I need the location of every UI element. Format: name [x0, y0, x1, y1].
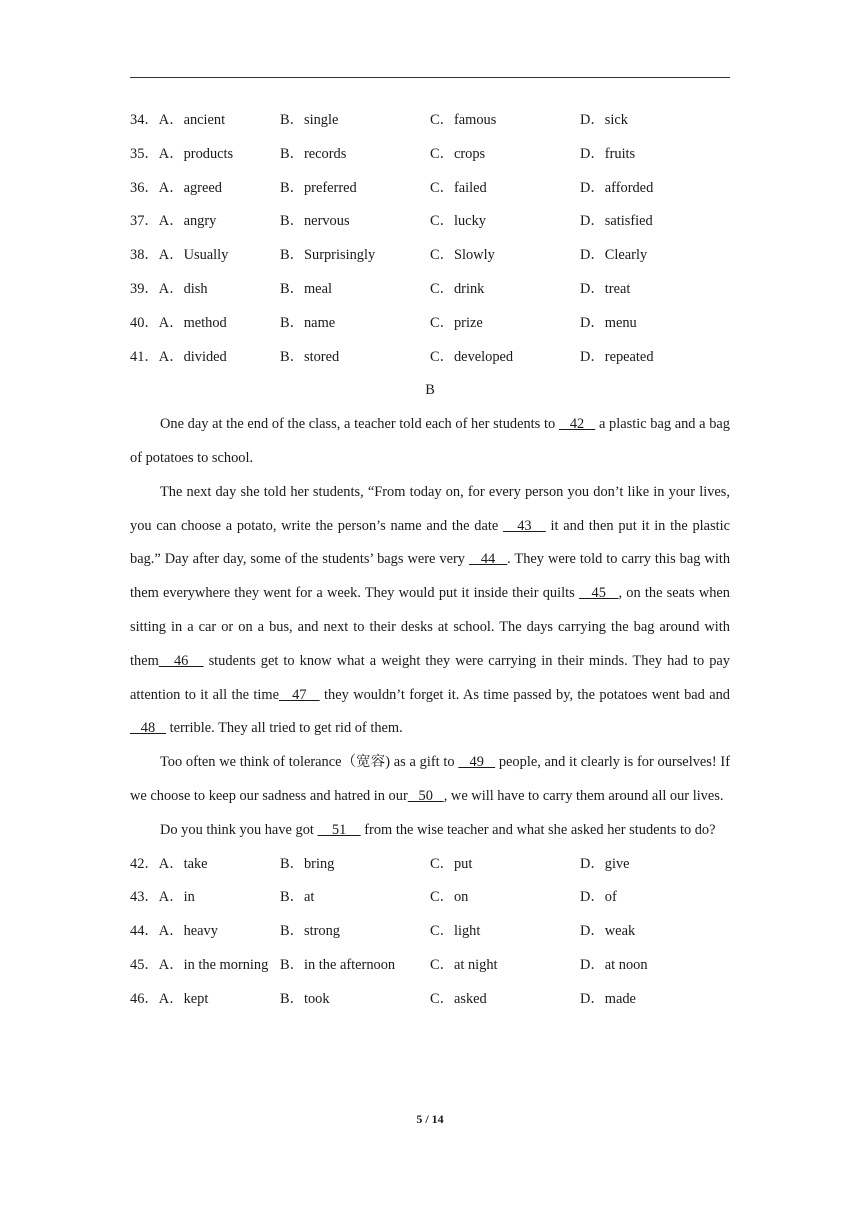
- answer-blank: 51: [317, 821, 361, 838]
- option-a: A．divided: [158, 348, 227, 365]
- question-options-row: [130, 341, 730, 375]
- question-number: 40．: [130, 314, 159, 331]
- option-c: C．on: [430, 889, 469, 906]
- question-number: 37．: [130, 213, 159, 230]
- passage-paragraph-2: [130, 476, 730, 746]
- option-a: A．kept: [158, 990, 209, 1007]
- question-number: 45．: [130, 956, 159, 973]
- question-number-and-option-a: [130, 307, 227, 341]
- question-number: 38．: [130, 247, 159, 264]
- question-number: 42．: [130, 855, 159, 872]
- option-d: D．at noon: [580, 956, 648, 973]
- option-d: D．menu: [580, 314, 637, 331]
- question-options-row: [130, 307, 730, 341]
- option-d: D．made: [580, 990, 636, 1007]
- answer-blank: 45: [578, 585, 619, 602]
- option-a: A．in: [158, 889, 195, 906]
- passage-paragraph-3: [130, 746, 730, 814]
- option-c: C．lucky: [430, 213, 486, 230]
- passage-text: Too often we think of tolerance（宽容) as a gift to: [160, 754, 459, 771]
- passage-text: terrible. They all tried to get rid of them.: [165, 720, 403, 737]
- passage-text: from the wise teacher and what she asked her students to do?: [360, 821, 716, 838]
- passage-text: The next day she told her students, “From today on, for every person you don’t like in your lives, you can choose a potato, write the person’s name and the date: [130, 483, 730, 534]
- option-c: C．light: [430, 923, 481, 940]
- option-d: D．weak: [580, 923, 636, 940]
- passage-text: , we will have to carry them around all our lives.: [443, 787, 724, 804]
- question-number: 46．: [130, 990, 159, 1007]
- question-options-row: [130, 138, 730, 172]
- option-d: D．treat: [580, 280, 631, 297]
- answer-blank: 47: [278, 686, 320, 703]
- option-d: D．repeated: [580, 348, 654, 365]
- answer-blank: 42: [558, 416, 596, 433]
- question-number-and-option-a: [130, 881, 195, 915]
- answer-blank: 48: [130, 720, 166, 737]
- option-b: B．in the afternoon: [280, 956, 396, 973]
- passage-text: , on the seats when sitting in a car or on a bus, and next to their desks at school. The days carrying the bag around with them: [130, 585, 730, 669]
- question-options-row: [130, 983, 730, 1017]
- question-options-row: [130, 273, 730, 307]
- page-number: 5 / 14: [416, 1112, 444, 1126]
- option-b: B．single: [280, 112, 339, 128]
- passage-text: it and then put it in the plastic bag.” Day after day, some of the students’ bags were very: [130, 517, 731, 568]
- answer-blank: 49: [458, 754, 496, 771]
- option-a: A．agreed: [158, 179, 222, 196]
- question-options-row: [130, 915, 730, 949]
- option-c: C．drink: [430, 280, 485, 297]
- answer-blank: 46: [158, 652, 204, 669]
- section-heading: B: [425, 382, 435, 399]
- option-b: B．at: [280, 889, 315, 906]
- option-c: C．crops: [430, 145, 486, 162]
- header-rule: [130, 77, 730, 78]
- option-b: B．records: [280, 145, 347, 162]
- question-number: 39．: [130, 280, 159, 297]
- option-c: C．developed: [430, 348, 514, 365]
- option-d: D．Clearly: [580, 247, 648, 264]
- question-number-and-option-a: [130, 915, 218, 949]
- option-a: A．Usually: [158, 247, 229, 264]
- question-number-and-option-a: [130, 104, 225, 138]
- options-block-top: [130, 104, 730, 374]
- option-b: B．strong: [280, 923, 340, 940]
- option-b: B．Surprisingly: [280, 247, 376, 264]
- option-b: B．nervous: [280, 213, 350, 230]
- option-a: A．take: [158, 855, 208, 872]
- option-b: B．meal: [280, 280, 332, 297]
- question-options-row: [130, 172, 730, 206]
- answer-blank: 44: [468, 551, 508, 568]
- passage-text: . They were told to carry this bag with them everywhere they went for a week. They would put it inside their quilts: [130, 551, 731, 602]
- option-a: A．in the morning: [158, 956, 269, 973]
- question-number-and-option-a: [130, 205, 216, 239]
- option-d: D．afforded: [580, 179, 654, 196]
- option-b: B．bring: [280, 855, 335, 872]
- question-number-and-option-a: [130, 138, 233, 172]
- option-b: B．name: [280, 314, 336, 331]
- option-d: D．fruits: [580, 145, 636, 162]
- option-c: C．put: [430, 855, 473, 872]
- option-a: A．ancient: [158, 112, 226, 128]
- option-a: A．method: [158, 314, 227, 331]
- option-a: A．products: [158, 145, 234, 162]
- passage-text: a plastic bag and a bag of potatoes to school.: [130, 416, 731, 466]
- passage-text: they wouldn’t forget it. As time passed by, the potatoes went bad and: [319, 686, 731, 703]
- option-b: B．preferred: [280, 179, 357, 196]
- passage-text: students get to know what a weight they were carrying in their minds. They had to pay attention to it all the time: [130, 652, 730, 703]
- option-d: D．satisfied: [580, 213, 653, 230]
- option-d: D．sick: [580, 112, 628, 128]
- option-c: C．prize: [430, 314, 483, 331]
- question-options-row: [130, 205, 730, 239]
- question-number: 35．: [130, 145, 159, 162]
- question-options-row: [130, 949, 730, 983]
- option-c: C．famous: [430, 112, 497, 128]
- question-options-row: [130, 104, 730, 138]
- question-number-and-option-a: [130, 848, 208, 882]
- question-options-row: [130, 239, 730, 273]
- option-b: B．took: [280, 990, 330, 1007]
- option-c: C．failed: [430, 179, 487, 196]
- question-number-and-option-a: [130, 341, 227, 375]
- question-options-row: [130, 848, 730, 882]
- passage-paragraph-4: [130, 814, 730, 848]
- option-b: B．stored: [280, 348, 340, 365]
- passage-text: Do you think you have got: [160, 821, 318, 838]
- answer-blank: 43: [502, 517, 546, 534]
- option-c: C．at night: [430, 956, 498, 973]
- question-number: 43．: [130, 889, 159, 906]
- option-c: C．asked: [430, 990, 487, 1007]
- question-number: 41．: [130, 348, 159, 365]
- question-number-and-option-a: [130, 172, 222, 206]
- question-options-row: [130, 881, 730, 915]
- question-number-and-option-a: [130, 983, 208, 1017]
- option-a: A．angry: [158, 213, 217, 230]
- passage-text: One day at the end of the class, a teacher told each of her students to: [160, 416, 559, 433]
- question-number-and-option-a: [130, 273, 208, 307]
- question-number: 36．: [130, 179, 159, 196]
- answer-blank: 50: [407, 787, 444, 804]
- option-a: A．dish: [158, 280, 208, 297]
- question-number-and-option-a: [130, 949, 268, 983]
- page-content: [130, 104, 730, 1017]
- option-c: C．Slowly: [430, 247, 495, 264]
- passage-text: people, and it clearly is for ourselves! If we choose to keep our sadness and hatred in our: [130, 754, 730, 804]
- question-number-and-option-a: [130, 239, 228, 273]
- option-d: D．give: [580, 855, 630, 872]
- question-number: 34．: [130, 112, 159, 128]
- passage-paragraph-1: [130, 408, 730, 476]
- options-block-bottom: [130, 848, 730, 1017]
- question-number: 44．: [130, 923, 159, 940]
- option-d: D．of: [580, 889, 617, 906]
- option-a: A．heavy: [158, 923, 218, 940]
